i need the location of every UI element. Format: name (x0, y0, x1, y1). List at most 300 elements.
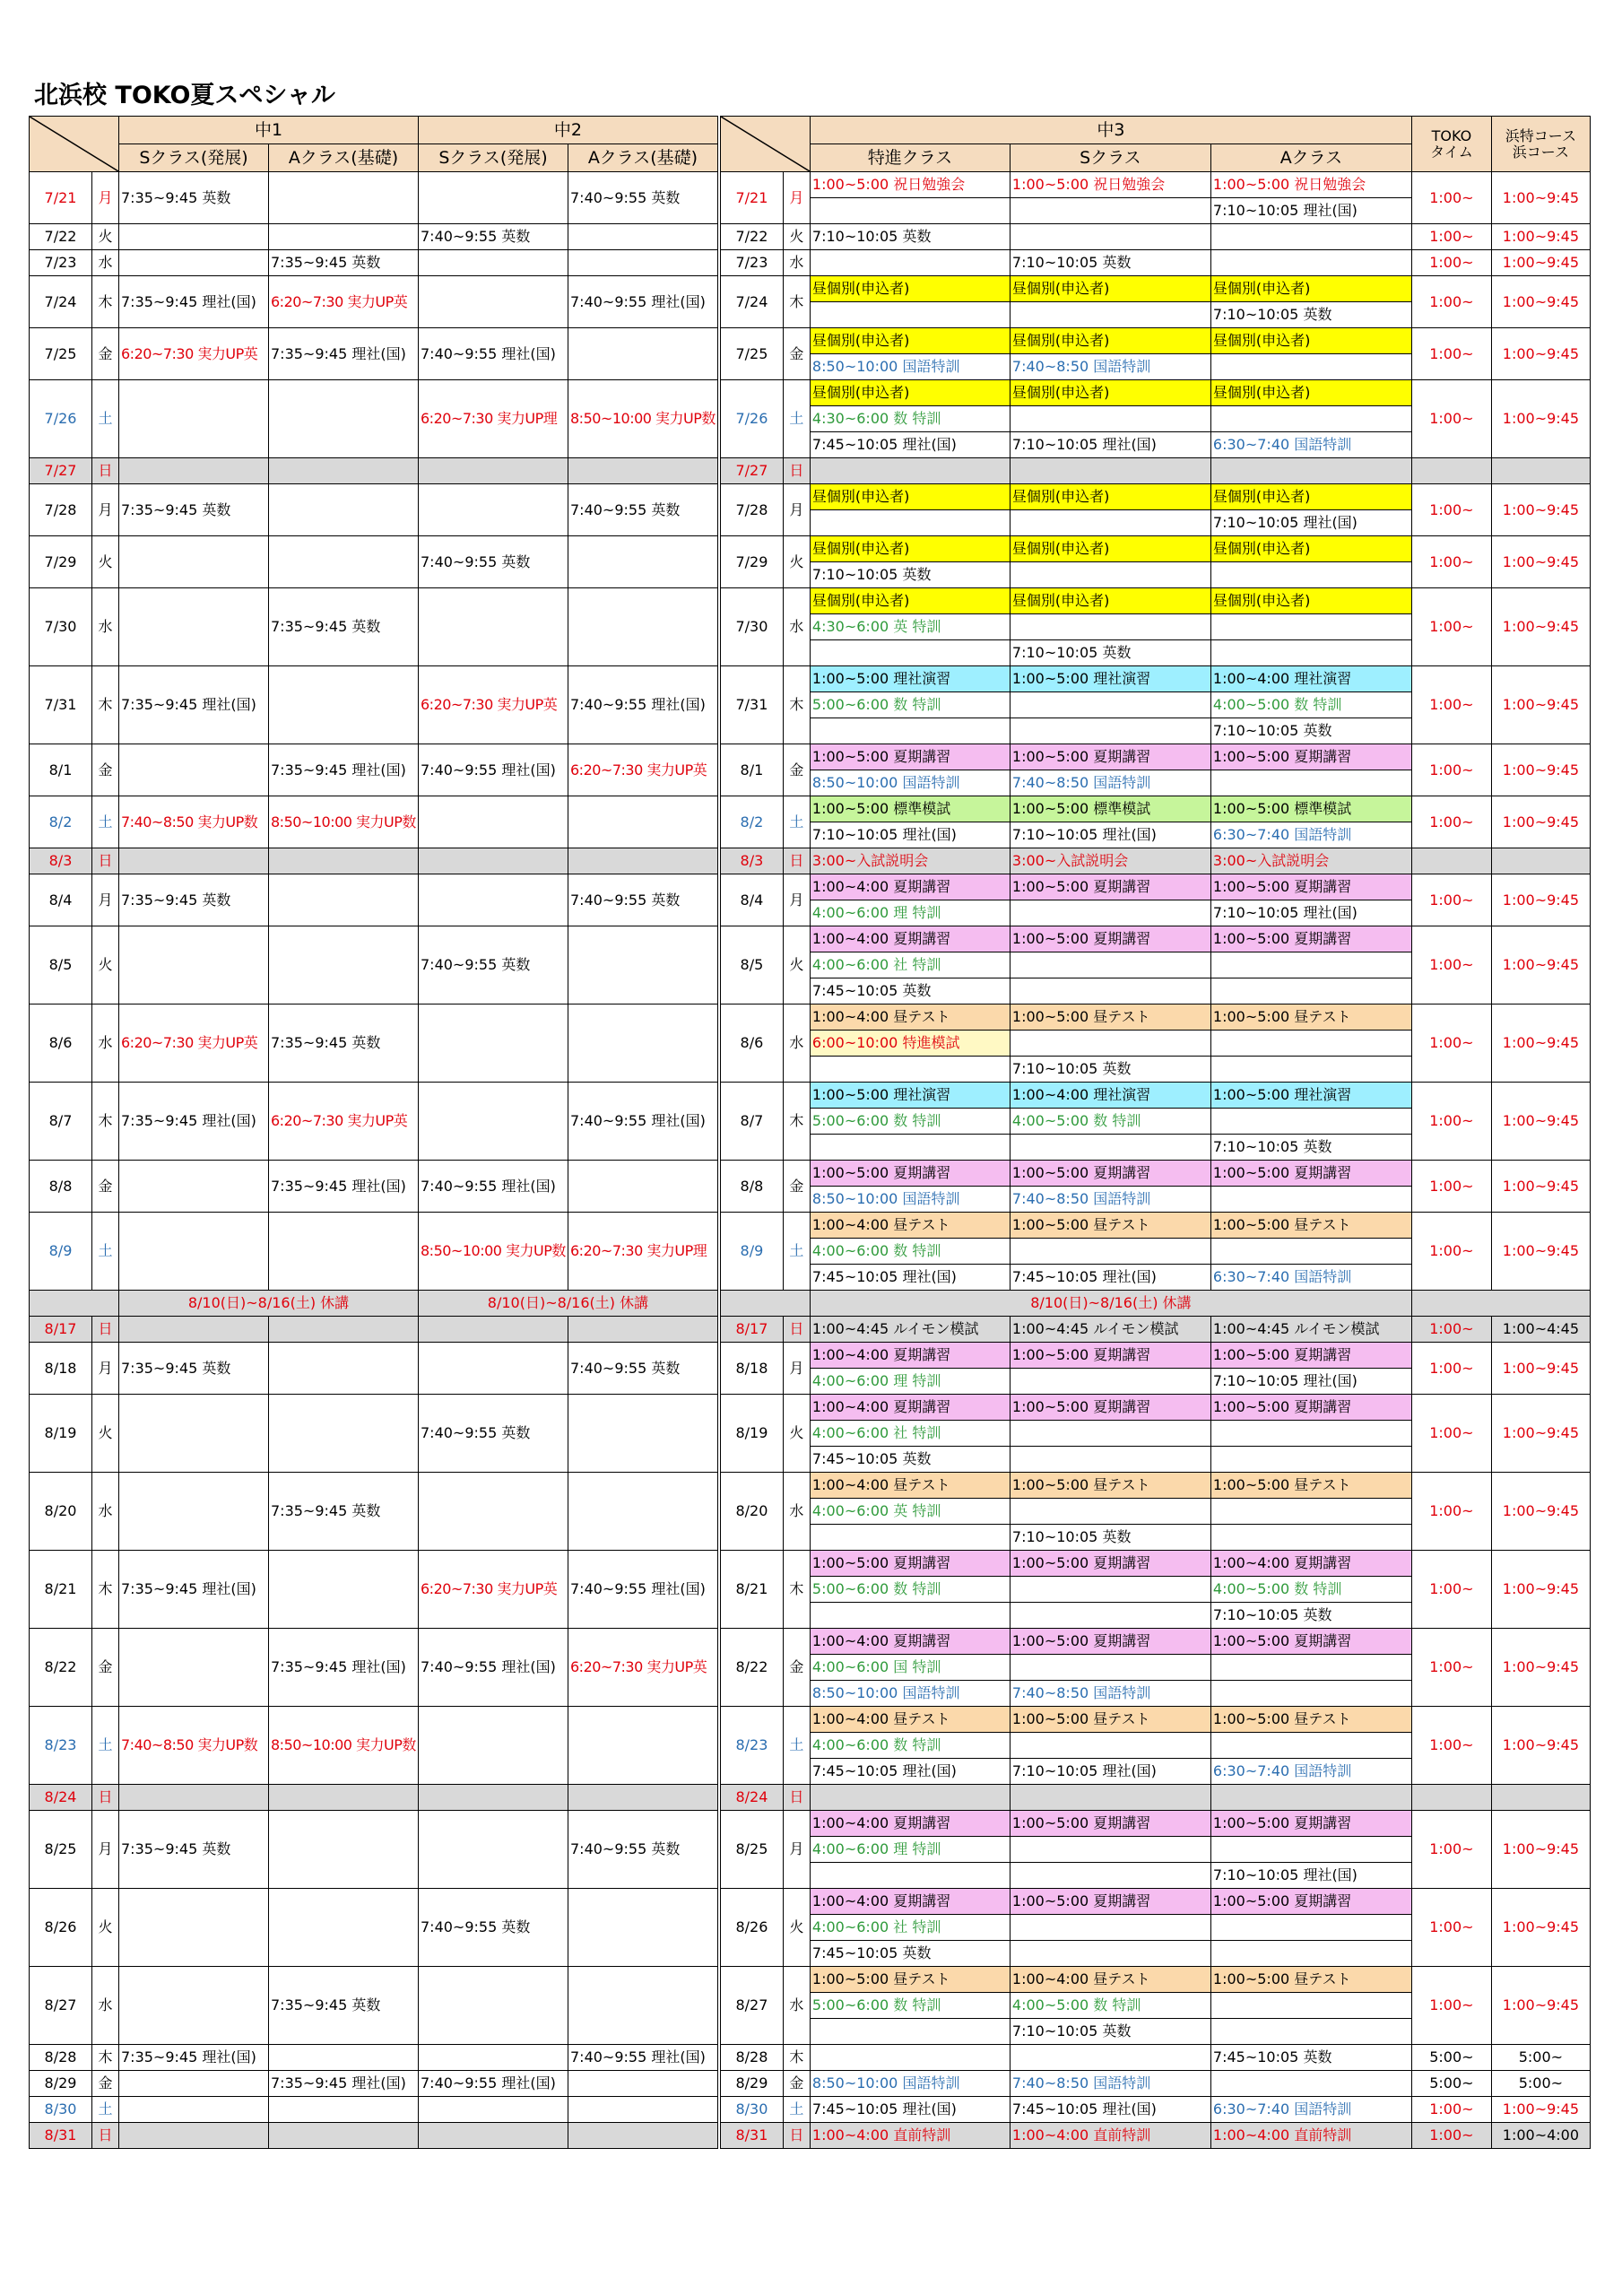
break-notice (720, 1291, 810, 1317)
hama-course-cell: 1:00~9:45 (1491, 926, 1590, 1004)
grade3-cell (1210, 1525, 1411, 1551)
lower-grade-cell (568, 224, 718, 250)
grade3-cell (1010, 1369, 1210, 1395)
lower-grade-cell (269, 1785, 419, 1811)
hama-course-cell: 1:00~9:45 (1491, 484, 1590, 536)
break-notice: 8/10(日)~8/16(土) 休講 (810, 1291, 1411, 1317)
table-row (30, 1343, 1591, 1369)
hama-course-cell: 1:00~9:45 (1491, 1889, 1590, 1967)
lower-grade-cell: 7:35~9:45 理社(国) (269, 1161, 419, 1213)
lower-grade-cell (269, 1317, 419, 1343)
lower-grade-cell (119, 1473, 269, 1551)
date-cell: 7/26 (30, 380, 92, 458)
grade3-cell: 7:10~10:05 理社(国) (1210, 198, 1411, 224)
lower-grade-cell (419, 484, 568, 536)
grade3-cell: 5:00~6:00 数 特訓 (810, 1993, 1010, 2019)
date-cell: 8/6 (30, 1004, 92, 1083)
lower-grade-cell (119, 848, 269, 874)
grade3-cell: 4:30~6:00 英 特訓 (810, 614, 1010, 640)
lower-grade-cell: 6:20~7:30 実力UP英 (119, 328, 269, 380)
lower-grade-cell (568, 2123, 718, 2149)
weekday-cell: 日 (783, 1785, 810, 1811)
grade3-cell (1210, 354, 1411, 380)
table-row (30, 1395, 1591, 1421)
weekday-cell: 月 (92, 484, 119, 536)
date-cell: 7/24 (720, 276, 783, 328)
toko-time-cell: 1:00~ (1411, 1629, 1491, 1707)
lower-grade-cell (568, 588, 718, 666)
lower-grade-cell: 7:35~9:45 理社(国) (119, 1083, 269, 1161)
hama-course-cell: 1:00~9:45 (1491, 2097, 1590, 2123)
weekday-cell: 月 (783, 874, 810, 926)
grade3-cell: 昼個別(申込者) (1010, 536, 1210, 562)
grade3-cell: 7:45~10:05 英数 (810, 1447, 1010, 1473)
lower-grade-cell (419, 796, 568, 848)
lower-grade-cell (119, 1317, 269, 1343)
lower-grade-cell: 7:40~9:55 理社(国) (568, 1551, 718, 1629)
lower-grade-cell (419, 1967, 568, 2045)
hama-course-cell: 1:00~9:45 (1491, 536, 1590, 588)
weekday-cell: 金 (783, 744, 810, 796)
table-row (30, 250, 1591, 276)
weekday-cell: 木 (783, 2045, 810, 2071)
grade3-cell: 6:00~10:00 特進模試 (810, 1031, 1010, 1057)
date-cell: 8/17 (720, 1317, 783, 1343)
weekday-cell: 土 (92, 1213, 119, 1291)
grade3-cell: 1:00~4:00 昼テスト (810, 1213, 1010, 1239)
lower-grade-cell (568, 926, 718, 1004)
weekday-cell: 金 (783, 328, 810, 380)
date-cell: 7/29 (30, 536, 92, 588)
lower-grade-cell: 6:20~7:30 実力UP理 (568, 1213, 718, 1291)
grade3-cell: 4:00~6:00 社 特訓 (810, 952, 1010, 978)
weekday-cell: 火 (92, 926, 119, 1004)
grade3-cell: 昼個別(申込者) (1210, 328, 1411, 354)
grade3-cell (1010, 952, 1210, 978)
date-cell: 8/1 (720, 744, 783, 796)
toko-time-cell: 1:00~ (1411, 588, 1491, 666)
grade3-cell (1010, 614, 1210, 640)
weekday-cell: 土 (92, 1707, 119, 1785)
weekday-cell: 水 (92, 1473, 119, 1551)
grade3-cell (1210, 406, 1411, 432)
toko-time-cell: 1:00~ (1411, 1161, 1491, 1213)
lower-grade-cell: 6:20~7:30 実力UP英 (419, 1551, 568, 1629)
lower-grade-cell: 7:35~9:45 英数 (269, 1967, 419, 2045)
grade3-cell: 1:00~5:00 昼テスト (1210, 1213, 1411, 1239)
grade3-cell: 1:00~5:00 夏期講習 (1210, 1889, 1411, 1915)
grade3-cell: 1:00~5:00 夏期講習 (810, 744, 1010, 770)
lower-grade-cell (419, 1473, 568, 1551)
lower-grade-cell (119, 458, 269, 484)
grade3-cell: 1:00~4:00 昼テスト (1010, 1967, 1210, 1993)
date-cell: 8/7 (30, 1083, 92, 1161)
grade3-cell (1010, 1837, 1210, 1863)
hama-course-cell: 5:00~ (1491, 2045, 1590, 2071)
lower-grade-cell (269, 1889, 419, 1967)
lower-grade-cell (269, 1213, 419, 1291)
grade3-cell: 1:00~4:00 直前特訓 (1210, 2123, 1411, 2149)
lower-grade-cell: 8:50~10:00 実力UP数 (568, 380, 718, 458)
grade3-cell (1210, 1655, 1411, 1681)
header-grade3: 中3 (810, 117, 1411, 144)
date-cell: 7/25 (720, 328, 783, 380)
toko-time-cell: 1:00~ (1411, 328, 1491, 380)
grade3-cell (1010, 1447, 1210, 1473)
grade3-cell (1010, 1499, 1210, 1525)
lower-grade-cell: 7:40~9:55 理社(国) (419, 1629, 568, 1707)
grade3-cell (1210, 614, 1411, 640)
lower-grade-cell (568, 1161, 718, 1213)
hama-course-cell: 5:00~ (1491, 2071, 1590, 2097)
grade3-cell: 4:00~6:00 理 特訓 (810, 1369, 1010, 1395)
lower-grade-cell: 7:40~9:55 理社(国) (419, 744, 568, 796)
date-cell: 8/18 (720, 1343, 783, 1395)
hama-course-cell: 1:00~9:45 (1491, 172, 1590, 224)
lower-grade-cell (269, 224, 419, 250)
grade3-cell: 1:00~5:00 夏期講習 (1010, 744, 1210, 770)
toko-time-cell: 5:00~ (1411, 2071, 1491, 2097)
date-cell: 8/27 (720, 1967, 783, 2045)
grade3-cell (1210, 1941, 1411, 1967)
hama-course-cell: 1:00~9:45 (1491, 588, 1590, 666)
weekday-cell: 金 (783, 1629, 810, 1707)
weekday-cell: 土 (783, 796, 810, 848)
grade3-cell: 6:30~7:40 国語特訓 (1210, 822, 1411, 848)
lower-grade-cell: 7:35~9:45 理社(国) (119, 666, 269, 744)
date-cell: 8/19 (30, 1395, 92, 1473)
weekday-cell: 木 (783, 276, 810, 328)
grade3-cell (1010, 1915, 1210, 1941)
header-g3-s-class: Sクラス (1010, 144, 1210, 172)
grade3-cell: 7:10~10:05 理社(国) (1010, 822, 1210, 848)
grade3-cell: 1:00~4:00 昼テスト (810, 1473, 1010, 1499)
lower-grade-cell: 7:35~9:45 英数 (119, 172, 269, 224)
lower-grade-cell (568, 2071, 718, 2097)
weekday-cell: 日 (92, 1317, 119, 1343)
lower-grade-cell (119, 1967, 269, 2045)
grade3-cell (1210, 224, 1411, 250)
hama-course-cell: 1:00~9:45 (1491, 380, 1590, 458)
weekday-cell: 水 (92, 1967, 119, 2045)
date-cell: 8/26 (30, 1889, 92, 1967)
grade3-cell: 7:45~10:05 英数 (1210, 2045, 1411, 2071)
grade3-cell: 7:10~10:05 理社(国) (1210, 510, 1411, 536)
grade3-cell (1010, 458, 1210, 484)
date-cell: 7/31 (30, 666, 92, 744)
weekday-cell: 火 (92, 1395, 119, 1473)
lower-grade-cell: 7:40~9:55 理社(国) (568, 276, 718, 328)
grade3-cell (810, 1135, 1010, 1161)
page-title: 北浜校 TOKO夏スペシャル (34, 82, 335, 109)
weekday-cell: 火 (783, 1889, 810, 1967)
lower-grade-cell (568, 458, 718, 484)
grade3-cell: 1:00~5:00 昼テスト (1010, 1213, 1210, 1239)
grade3-cell: 7:45~10:05 英数 (810, 978, 1010, 1004)
lower-grade-cell (419, 1004, 568, 1083)
lower-grade-cell (419, 458, 568, 484)
lower-grade-cell (119, 1395, 269, 1473)
grade3-cell: 1:00~5:00 標準模試 (1010, 796, 1210, 822)
date-cell: 8/19 (720, 1395, 783, 1473)
grade3-cell (810, 510, 1010, 536)
date-cell: 7/21 (720, 172, 783, 224)
date-cell: 8/24 (720, 1785, 783, 1811)
weekday-cell: 水 (783, 1473, 810, 1551)
hama-course-cell: 1:00~9:45 (1491, 1161, 1590, 1213)
grade3-cell: 昼個別(申込者) (1010, 380, 1210, 406)
toko-time-cell: 1:00~ (1411, 1343, 1491, 1395)
grade3-cell (1210, 1109, 1411, 1135)
grade3-cell: 4:00~6:00 社 特訓 (810, 1421, 1010, 1447)
lower-grade-cell: 7:35~9:45 英数 (269, 1004, 419, 1083)
grade3-cell (1210, 250, 1411, 276)
table-row (30, 2123, 1591, 2149)
grade3-cell (1210, 952, 1411, 978)
lower-grade-cell: 7:40~9:55 理社(国) (568, 2045, 718, 2071)
grade3-cell: 1:00~5:00 祝日勉強会 (810, 172, 1010, 198)
break-notice: 8/10(日)~8/16(土) 休講 (419, 1291, 718, 1317)
lower-grade-cell (568, 1707, 718, 1785)
grade3-cell (1210, 1239, 1411, 1265)
grade3-cell (1010, 562, 1210, 588)
table-row (30, 458, 1591, 484)
weekday-cell: 木 (92, 666, 119, 744)
grade3-cell: 1:00~4:00 夏期講習 (1210, 1551, 1411, 1577)
date-cell: 8/7 (720, 1083, 783, 1161)
lower-grade-cell (419, 848, 568, 874)
grade3-cell: 1:00~5:00 夏期講習 (1210, 1161, 1411, 1187)
grade3-cell (1210, 1733, 1411, 1759)
grade3-cell: 7:40~8:50 国語特訓 (1010, 1681, 1210, 1707)
date-cell: 7/22 (720, 224, 783, 250)
table-row (30, 380, 1591, 406)
grade3-cell: 3:00~入試説明会 (1210, 848, 1411, 874)
lower-grade-cell (269, 1395, 419, 1473)
grade3-cell: 1:00~4:00 夏期講習 (810, 1889, 1010, 1915)
corner-diagonal-cell (720, 117, 810, 172)
weekday-cell: 月 (92, 1811, 119, 1889)
grade3-cell: 1:00~4:00 夏期講習 (810, 1811, 1010, 1837)
table-row (30, 1785, 1591, 1811)
grade3-cell: 7:45~10:05 理社(国) (810, 1759, 1010, 1785)
grade3-cell: 7:45~10:05 理社(国) (1010, 2097, 1210, 2123)
grade3-cell: 7:45~10:05 理社(国) (810, 432, 1010, 458)
grade3-cell: 1:00~5:00 夏期講習 (1210, 744, 1411, 770)
grade3-cell (810, 718, 1010, 744)
grade3-cell: 1:00~4:00 昼テスト (810, 1707, 1010, 1733)
lower-grade-cell (269, 848, 419, 874)
grade3-cell: 1:00~5:00 夏期講習 (1210, 926, 1411, 952)
grade3-cell: 7:10~10:05 英数 (1210, 1135, 1411, 1161)
weekday-cell: 日 (92, 1785, 119, 1811)
grade3-cell: 1:00~5:00 理社演習 (1210, 1083, 1411, 1109)
date-cell: 8/29 (30, 2071, 92, 2097)
date-cell: 8/2 (720, 796, 783, 848)
weekday-cell: 月 (783, 172, 810, 224)
date-cell: 7/29 (720, 536, 783, 588)
lower-grade-cell: 7:35~9:45 理社(国) (119, 1551, 269, 1629)
lower-grade-cell (119, 2123, 269, 2149)
grade3-cell: 昼個別(申込者) (810, 536, 1010, 562)
grade3-cell: 1:00~5:00 夏期講習 (810, 1551, 1010, 1577)
grade3-cell: 3:00~入試説明会 (1010, 848, 1210, 874)
lower-grade-cell (119, 1629, 269, 1707)
lower-grade-cell (568, 536, 718, 588)
lower-grade-cell (119, 2071, 269, 2097)
grade3-cell: 6:30~7:40 国語特訓 (1210, 2097, 1411, 2123)
header-g3-a-class: Aクラス (1210, 144, 1411, 172)
hama-course-cell: 1:00~9:45 (1491, 1707, 1590, 1785)
grade3-cell: 7:10~10:05 英数 (1010, 640, 1210, 666)
table-row (30, 926, 1591, 952)
grade3-cell (1210, 1057, 1411, 1083)
grade3-cell (1010, 1733, 1210, 1759)
hama-course-cell: 1:00~9:45 (1491, 328, 1590, 380)
grade3-cell (1010, 198, 1210, 224)
date-cell: 8/9 (30, 1213, 92, 1291)
grade3-cell (810, 302, 1010, 328)
lower-grade-cell: 7:40~9:55 理社(国) (568, 1083, 718, 1161)
weekday-cell: 土 (92, 796, 119, 848)
grade3-cell: 1:00~5:00 夏期講習 (1210, 874, 1411, 900)
grade3-cell: 5:00~6:00 数 特訓 (810, 1577, 1010, 1603)
grade3-cell: 1:00~5:00 標準模試 (1210, 796, 1411, 822)
lower-grade-cell (568, 1317, 718, 1343)
weekday-cell: 水 (783, 1967, 810, 2045)
weekday-cell: 木 (783, 1551, 810, 1629)
grade3-cell: 昼個別(申込者) (1210, 276, 1411, 302)
date-cell: 7/26 (720, 380, 783, 458)
lower-grade-cell (119, 1161, 269, 1213)
date-cell: 7/25 (30, 328, 92, 380)
date-cell: 8/18 (30, 1343, 92, 1395)
toko-time-cell: 1:00~ (1411, 1551, 1491, 1629)
grade3-cell: 7:10~10:05 理社(国) (1210, 1863, 1411, 1889)
break-notice (1411, 1291, 1590, 1317)
grade3-cell (1210, 1993, 1411, 2019)
date-cell: 8/20 (720, 1473, 783, 1551)
grade3-cell: 6:30~7:40 国語特訓 (1210, 1759, 1411, 1785)
lower-grade-cell (119, 224, 269, 250)
toko-time-cell: 1:00~ (1411, 1707, 1491, 1785)
weekday-cell: 火 (783, 926, 810, 1004)
grade3-cell (810, 198, 1010, 224)
hama-course-cell: 1:00~9:45 (1491, 666, 1590, 744)
table-row (30, 1551, 1591, 1577)
lower-grade-cell (419, 250, 568, 276)
table-row (30, 1004, 1591, 1031)
lower-grade-cell (568, 1785, 718, 1811)
header-grade2: 中2 (419, 117, 718, 144)
grade3-cell: 7:40~8:50 国語特訓 (1010, 770, 1210, 796)
toko-time-cell: 1:00~ (1411, 1967, 1491, 2045)
grade3-cell: 1:00~4:00 直前特訓 (1010, 2123, 1210, 2149)
weekday-cell: 金 (92, 1629, 119, 1707)
grade3-cell (1010, 1655, 1210, 1681)
grade3-cell: 1:00~4:00 理社演習 (1210, 666, 1411, 692)
grade3-cell (1010, 1785, 1210, 1811)
grade3-cell: 1:00~5:00 夏期講習 (1010, 1343, 1210, 1369)
toko-time-cell: 1:00~ (1411, 1889, 1491, 1967)
grade3-cell (1010, 978, 1210, 1004)
lower-grade-cell: 8:50~10:00 実力UP数 (419, 1213, 568, 1291)
lower-grade-cell (269, 1343, 419, 1395)
grade3-cell: 1:00~4:45 ルイモン模試 (810, 1317, 1010, 1343)
date-cell: 8/5 (720, 926, 783, 1004)
lower-grade-cell (119, 536, 269, 588)
lower-grade-cell (269, 666, 419, 744)
date-cell: 8/1 (30, 744, 92, 796)
grade3-cell (1210, 2071, 1411, 2097)
lower-grade-cell (269, 874, 419, 926)
grade3-cell: 1:00~5:00 昼テスト (1210, 1473, 1411, 1499)
grade3-cell (1010, 224, 1210, 250)
header-g1-a-class: Aクラス(基礎) (269, 144, 419, 172)
weekday-cell: 火 (783, 536, 810, 588)
grade3-cell: 8:50~10:00 国語特訓 (810, 2071, 1010, 2097)
grade3-cell: 7:40~8:50 国語特訓 (1010, 2071, 1210, 2097)
lower-grade-cell (568, 1004, 718, 1083)
lower-grade-cell: 7:40~9:55 英数 (419, 536, 568, 588)
weekday-cell: 木 (92, 276, 119, 328)
table-row (30, 796, 1591, 822)
grade3-cell: 昼個別(申込者) (1010, 328, 1210, 354)
break-notice: 8/10(日)~8/16(土) 休講 (119, 1291, 419, 1317)
weekday-cell: 土 (92, 380, 119, 458)
grade3-cell: 4:00~6:00 社 特訓 (810, 1915, 1010, 1941)
grade3-cell: 8:50~10:00 国語特訓 (810, 770, 1010, 796)
grade3-cell: 7:10~10:05 理社(国) (1210, 900, 1411, 926)
weekday-cell: 土 (783, 380, 810, 458)
date-cell: 8/8 (30, 1161, 92, 1213)
lower-grade-cell (269, 2045, 419, 2071)
hama-course-cell: 1:00~9:45 (1491, 744, 1590, 796)
lower-grade-cell (269, 536, 419, 588)
grade3-cell (1010, 2045, 1210, 2071)
grade3-cell: 昼個別(申込者) (1210, 380, 1411, 406)
hama-course-cell: 1:00~9:45 (1491, 796, 1590, 848)
toko-time-cell (1411, 1785, 1491, 1811)
hama-course-cell (1491, 458, 1590, 484)
hama-course-cell: 1:00~9:45 (1491, 1083, 1590, 1161)
lower-grade-cell (269, 172, 419, 224)
grade3-cell (810, 640, 1010, 666)
lower-grade-cell: 7:40~9:55 理社(国) (419, 1161, 568, 1213)
grade3-cell: 4:00~6:00 数 特訓 (810, 1733, 1010, 1759)
grade3-cell: 1:00~5:00 理社演習 (810, 1083, 1010, 1109)
lower-grade-cell (119, 380, 269, 458)
grade3-cell: 7:10~10:05 理社(国) (810, 822, 1010, 848)
grade3-cell: 7:45~10:05 理社(国) (810, 2097, 1010, 2123)
table-row (30, 276, 1591, 302)
grade3-cell: 4:00~6:00 国 特訓 (810, 1655, 1010, 1681)
grade3-cell (1210, 1681, 1411, 1707)
lower-grade-cell: 7:35~9:45 理社(国) (269, 1629, 419, 1707)
grade3-cell: 1:00~5:00 夏期講習 (1010, 1395, 1210, 1421)
grade3-cell: 1:00~4:00 夏期講習 (810, 874, 1010, 900)
hama-course-cell: 1:00~9:45 (1491, 874, 1590, 926)
date-cell: 8/30 (720, 2097, 783, 2123)
table-row (30, 1889, 1591, 1915)
hama-course-cell: 1:00~9:45 (1491, 1213, 1590, 1291)
date-cell: 7/28 (30, 484, 92, 536)
grade3-cell (1210, 1915, 1411, 1941)
grade3-cell: 昼個別(申込者) (1210, 588, 1411, 614)
weekday-cell: 月 (783, 484, 810, 536)
lower-grade-cell: 7:35~9:45 理社(国) (269, 328, 419, 380)
grade3-cell (810, 1785, 1010, 1811)
